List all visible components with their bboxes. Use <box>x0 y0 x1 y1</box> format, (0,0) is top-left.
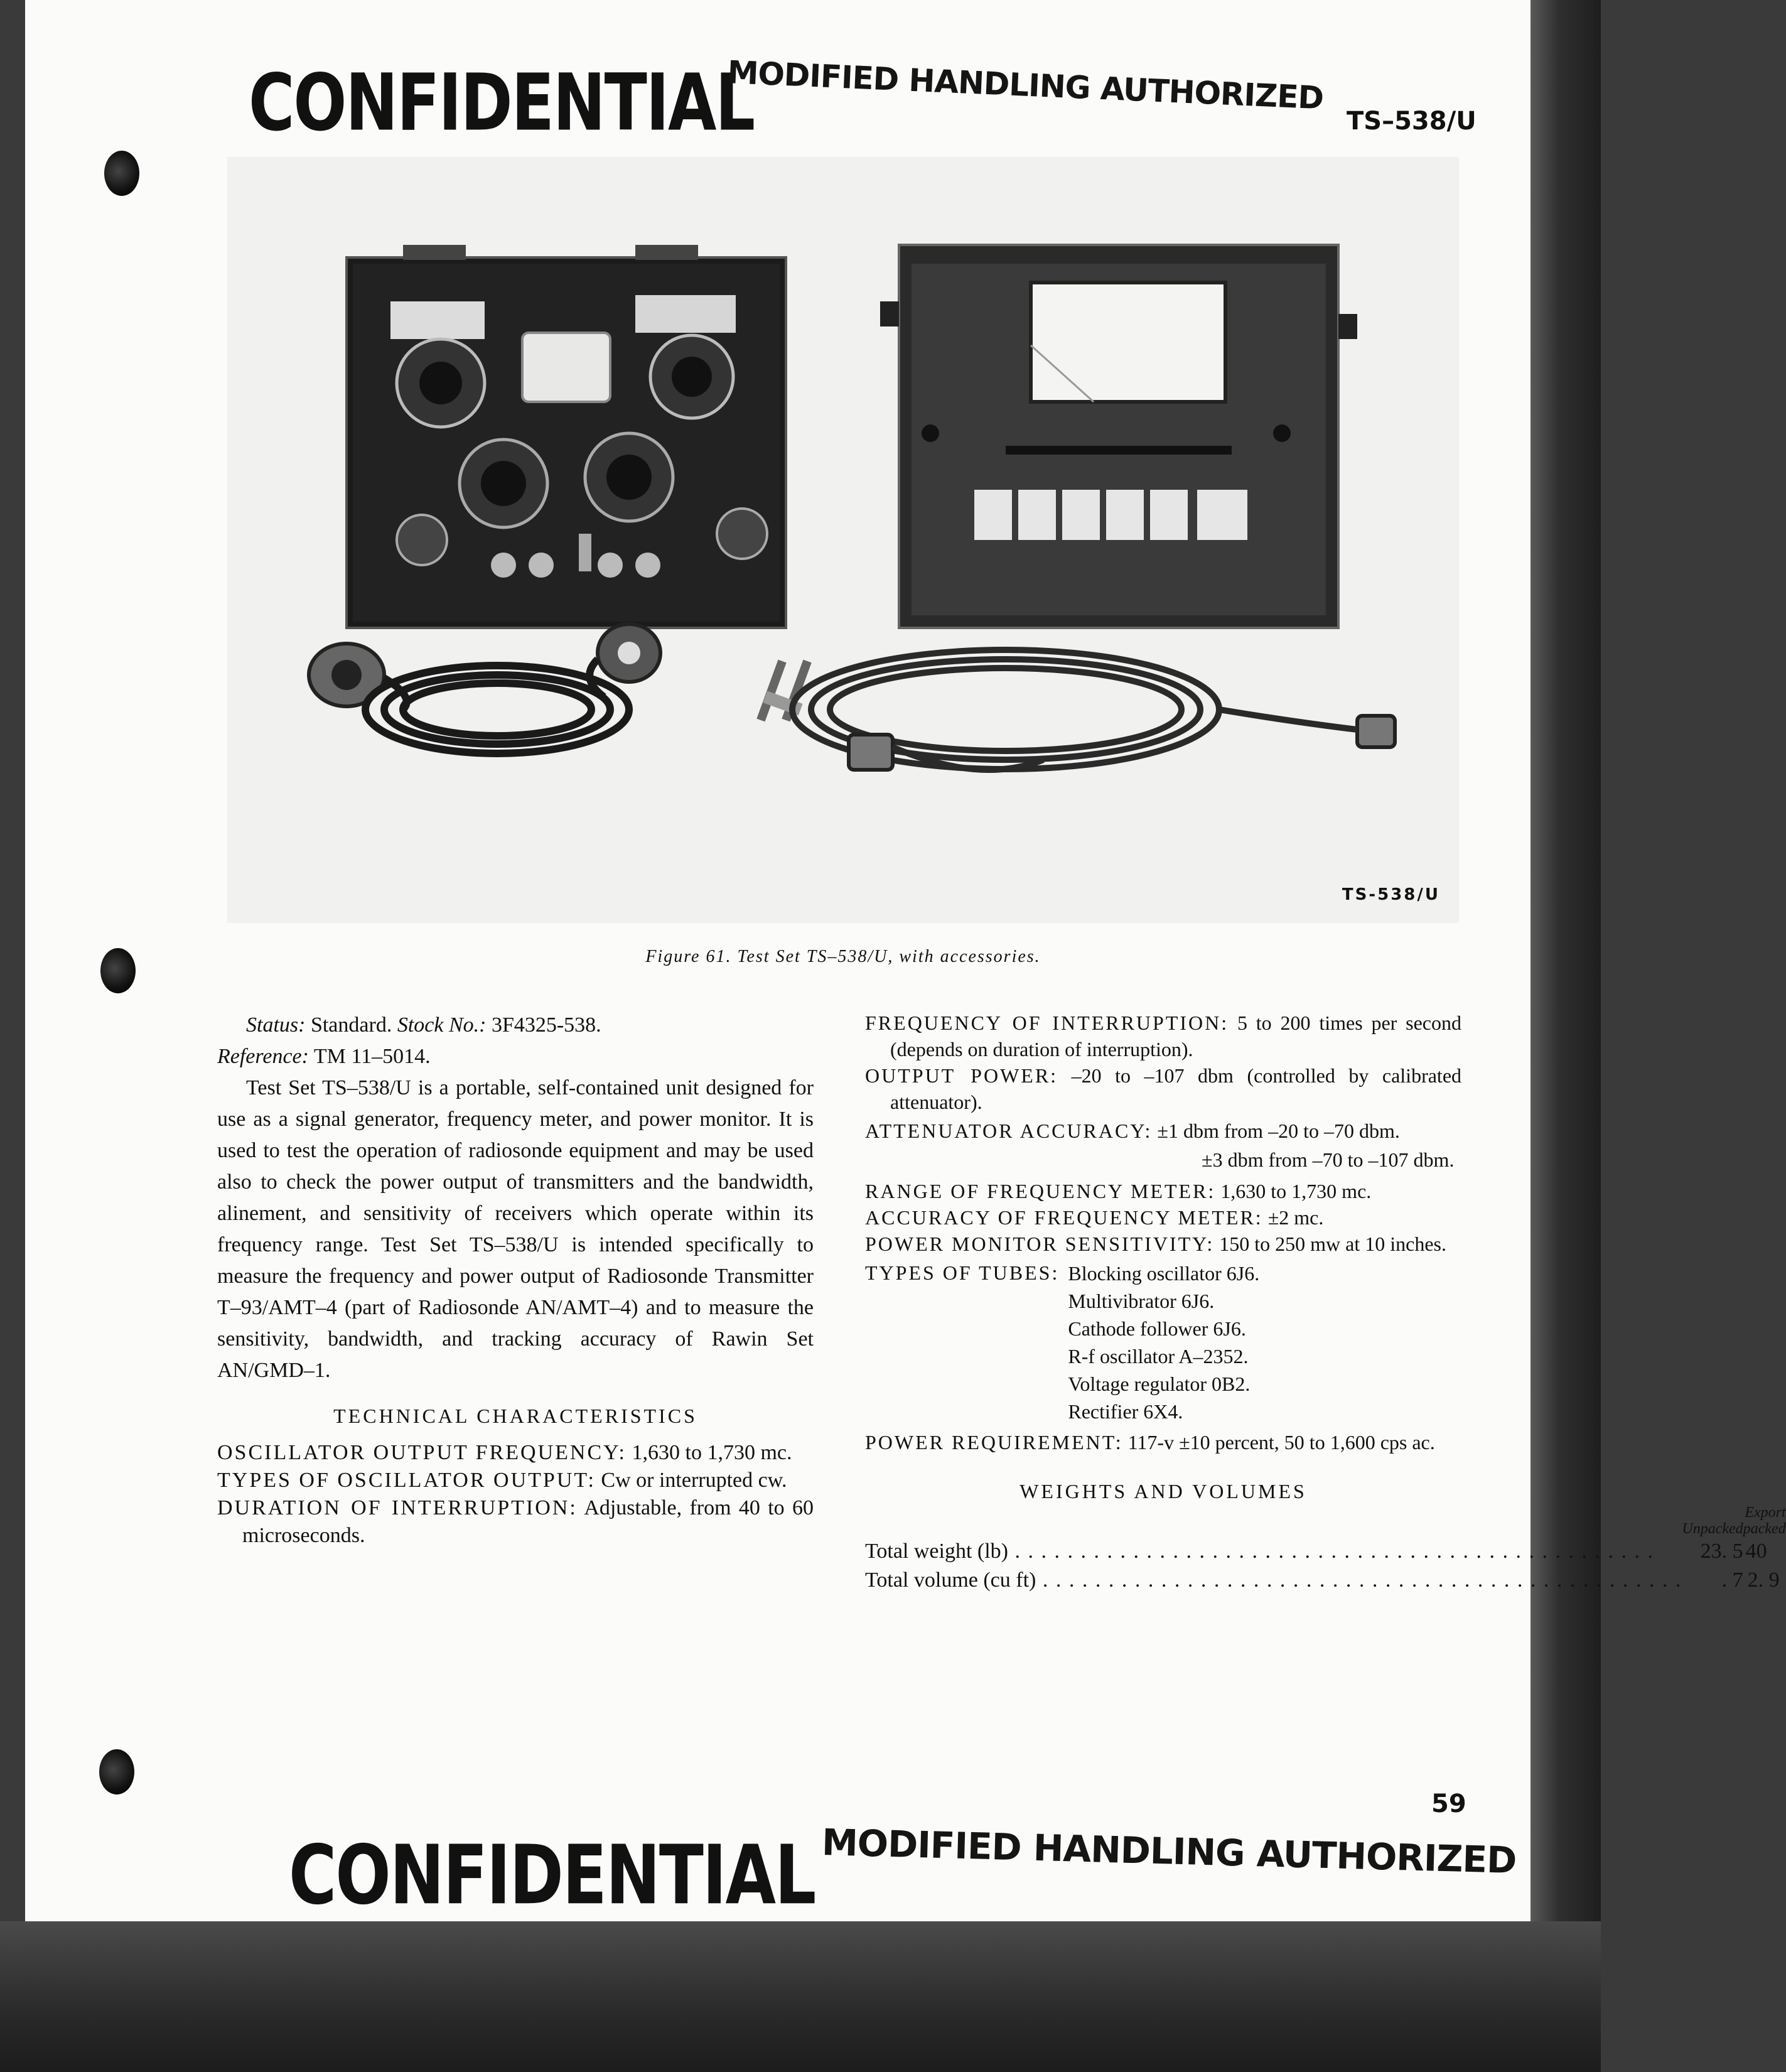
confidential-stamp-bottom: CONFIDENTIAL <box>289 1827 815 1923</box>
table-row <box>865 1537 1786 1566</box>
spec-value: Adjustable, from 40 to 60 microseconds. <box>242 1496 814 1547</box>
spec-output-power <box>865 1062 1461 1115</box>
spec-label: ACCURACY OF FREQUENCY METER: <box>865 1206 1263 1229</box>
spec-attenuator-accuracy <box>865 1118 1461 1144</box>
confidential-stamp-top: CONFIDENTIAL <box>249 57 755 149</box>
scanner-border-right <box>1530 0 1601 2072</box>
column-header-export-line2: packed <box>1743 1521 1786 1537</box>
figure-caption: Figure 61. Test Set TS–538/U, with accessories. <box>645 947 1041 966</box>
row-label: Total weight (lb) . . . <box>865 1540 1654 1563</box>
spec-value: ±1 dbm from –20 to –70 dbm. <box>1157 1120 1400 1142</box>
column-header-export <box>1743 1504 1786 1537</box>
spec-label: POWER MONITOR SENSITIVITY: <box>865 1233 1215 1255</box>
spec-attenuator-accuracy-2 <box>865 1147 1461 1173</box>
spec-value: 117-v ±10 percent, 50 to 1,600 cps ac. <box>1127 1431 1435 1454</box>
coaxial-cable-accessory <box>792 650 1395 770</box>
binder-hole-bottom <box>99 1749 134 1794</box>
status-label: Status: <box>246 1013 306 1037</box>
power-cable-accessory <box>309 624 660 753</box>
spec-oscillator-output-types <box>217 1467 814 1494</box>
table-row <box>865 1566 1786 1595</box>
weights-volumes-heading: WEIGHTS AND VOLUMES <box>1019 1480 1307 1503</box>
spec-frequency-meter-accuracy <box>865 1204 1461 1231</box>
row-export-value: 2. 9 <box>1747 1568 1780 1592</box>
scanner-border-bottom <box>0 1921 1601 2072</box>
reference-label: Reference: <box>217 1045 309 1068</box>
binder-hole-middle <box>100 948 136 993</box>
tube-item: Blocking oscillator 6J6. <box>1068 1262 1260 1285</box>
right-column <box>865 1010 1786 1595</box>
spec-oscillator-frequency <box>217 1439 814 1467</box>
test-set-front-panel <box>347 245 786 628</box>
spec-value: Cw or interrupted cw. <box>601 1469 787 1492</box>
spec-value: 5 to 200 times per second (depends on duration of interruption). <box>890 1012 1462 1060</box>
tube-item: R-f oscillator A–2352. <box>1068 1345 1249 1368</box>
description-paragraph: Test Set TS–538/U is a portable, self-contained unit designed for use as a signal generator, frequency meter, and power monitor. It is used to test the operation of radiosonde equipment and may be used also to check the power output of transmitters and the bandwidth, alinement, and sensitivity of receivers which operate within its frequency range. Test Set TS–538/U is intended specifically to measure the frequency and power output of Radiosonde Transmitter T–93/AMT–4 (part of Radiosonde AN/AMT–4) and to measure the sensitivity, bandwidth, and tracking accuracy of Rawin Set AN/GMD–1. <box>217 1076 814 1382</box>
spec-label: TYPES OF TUBES: <box>865 1261 1060 1284</box>
status-value: Standard. <box>310 1013 392 1037</box>
tube-list <box>1068 1260 1259 1425</box>
tube-item: Cathode follower 6J6. <box>1068 1317 1246 1340</box>
modified-handling-stamp-top: MODIFIED HANDLING AUTHORIZED <box>726 54 1325 117</box>
test-set-open-case <box>880 245 1357 628</box>
spec-label: POWER REQUIREMENT: <box>865 1431 1123 1454</box>
technical-characteristics-heading: TECHNICAL CHARACTERISTICS <box>333 1405 697 1427</box>
stock-value: 3F4325-538. <box>491 1013 601 1037</box>
tube-item: Voltage regulator 0B2. <box>1068 1373 1251 1395</box>
spec-interruption-frequency <box>865 1010 1461 1062</box>
spec-label: OSCILLATOR OUTPUT FREQUENCY: <box>217 1441 627 1464</box>
spec-label: DURATION OF INTERRUPTION: <box>217 1496 578 1519</box>
binder-hole-top <box>104 151 139 196</box>
spec-value: 1,630 to 1,730 mc. <box>632 1441 792 1464</box>
spec-value: –20 to –107 dbm (controlled by calibrated attenuator). <box>890 1064 1462 1113</box>
tube-item: Rectifier 6X4. <box>1068 1400 1183 1423</box>
spec-label: ATTENUATOR ACCURACY: <box>865 1120 1153 1142</box>
equipment-photograph <box>227 157 1459 923</box>
spec-label: TYPES OF OSCILLATOR OUTPUT: <box>217 1469 596 1492</box>
tube-item: Multivibrator 6J6. <box>1068 1290 1215 1312</box>
spec-power-requirement <box>865 1429 1461 1455</box>
weights-volumes-table <box>865 1504 1786 1595</box>
page-number: 59 <box>1431 1789 1466 1818</box>
spec-label: RANGE OF FREQUENCY METER: <box>865 1180 1216 1202</box>
row-label: Total volume (cu ft) . . . <box>865 1568 1682 1592</box>
reference-line <box>217 1041 814 1072</box>
row-unpacked-value: 23. 5 <box>1700 1540 1743 1563</box>
column-header-export-line1: Export <box>1745 1504 1786 1521</box>
row-unpacked-value: . 7 <box>1721 1568 1743 1592</box>
spec-frequency-meter-range <box>865 1178 1461 1204</box>
column-header-unpacked: Unpacked <box>1682 1521 1743 1537</box>
spec-label: FREQUENCY OF INTERRUPTION: <box>865 1012 1229 1034</box>
spec-power-monitor-sensitivity <box>865 1231 1461 1257</box>
spec-value: 150 to 250 mw at 10 inches. <box>1219 1233 1446 1255</box>
spec-interruption-duration <box>217 1494 814 1550</box>
header-model-number: TS–538/U <box>1347 107 1477 136</box>
table-header-row <box>865 1504 1786 1537</box>
spec-tube-types <box>865 1260 1461 1425</box>
photo-illustration <box>227 157 1459 923</box>
row-export-value: 40 <box>1745 1540 1767 1563</box>
spec-value: 1,630 to 1,730 mc. <box>1220 1180 1372 1202</box>
modified-handling-stamp-bottom: MODIFIED HANDLING AUTHORIZED <box>821 1821 1517 1882</box>
reference-value: TM 11–5014. <box>313 1045 431 1068</box>
spec-value: ±2 mc. <box>1267 1206 1324 1229</box>
photo-model-tag: TS-538/U <box>1342 885 1440 904</box>
status-line <box>217 1010 814 1041</box>
left-column <box>217 1010 814 1550</box>
spec-label: OUTPUT POWER: <box>865 1064 1058 1087</box>
stock-label: Stock No.: <box>397 1013 487 1037</box>
spec-value: ±3 dbm from –70 to –107 dbm. <box>1202 1148 1455 1171</box>
